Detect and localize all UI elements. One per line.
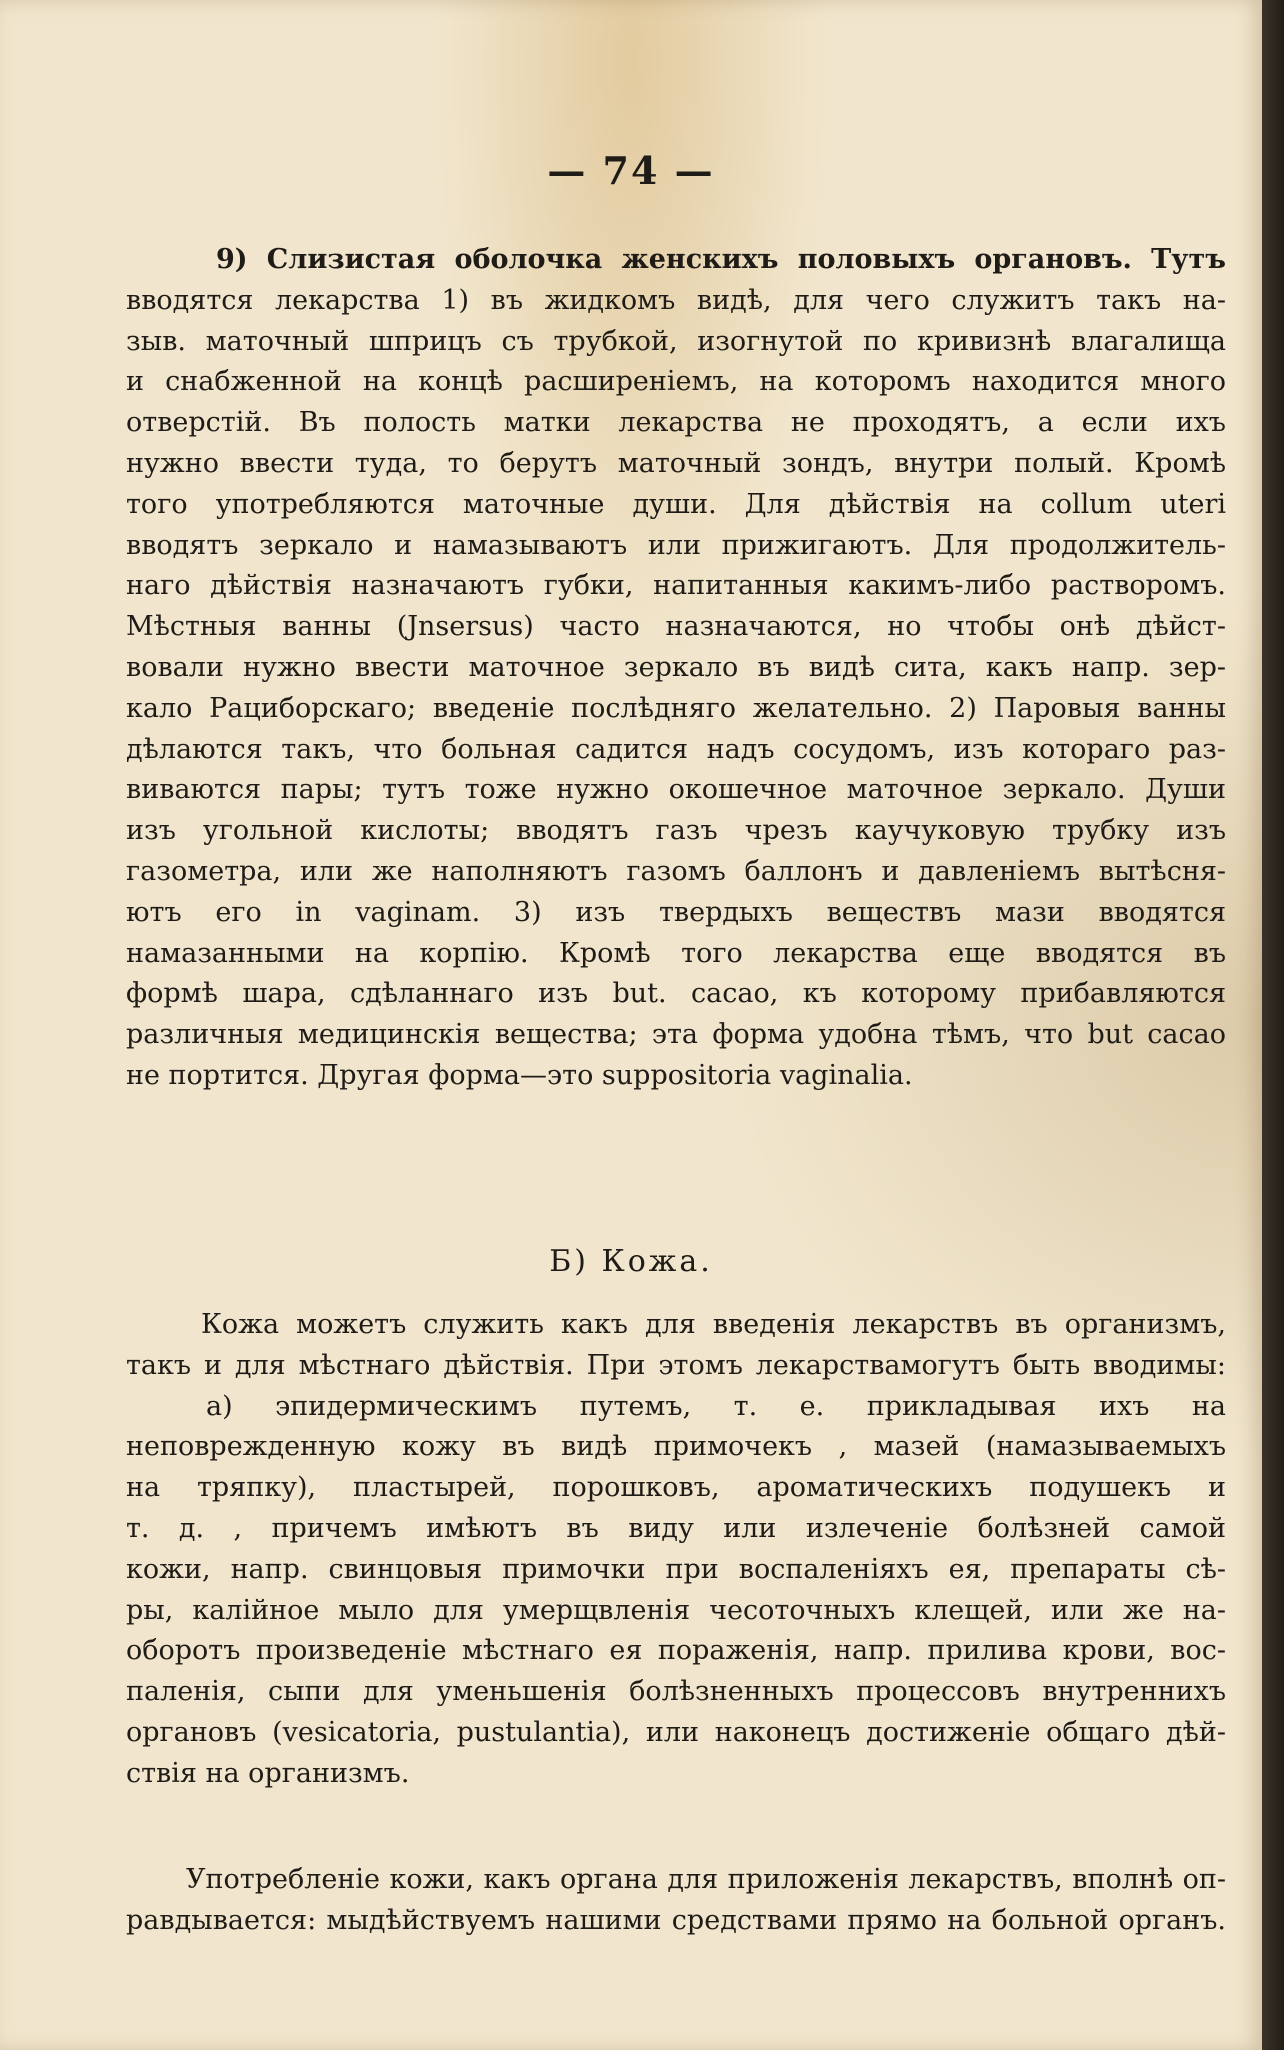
text-line: Мѣстныя ванны (Jnsersus) часто назначаются, но чтобы онѣ дѣйст- xyxy=(126,611,1226,643)
text-line: 9) Слизистая оболочка женскихъ половыхъ органовъ. Тутъ xyxy=(216,244,1226,275)
text-line: оборотъ произведеніе мѣстнаго ея пораженія, напр. прилива крови, вос- xyxy=(126,1635,1226,1667)
text-line: формѣ шара, сдѣланнаго изъ but. cacao, къ которому прибавляются xyxy=(126,978,1226,1010)
text-line: Кожа можетъ служить какъ для введенія лекарствъ въ организмъ, xyxy=(201,1309,1226,1340)
text-line: зыв. маточный шприцъ съ трубкой, изогнутой по кривизнѣ влагалища xyxy=(126,325,1226,357)
text-line: и снабженной на концѣ расширеніемъ, на которомъ находится много xyxy=(126,366,1226,398)
text-line: а) эпидермическимъ путемъ, т. е. прикладывая ихъ на xyxy=(206,1390,1226,1422)
text-line: ствія на организмъ. xyxy=(126,1757,410,1789)
text-line: т. д. , причемъ имѣютъ въ виду или излеченіе болѣзней самой xyxy=(126,1512,1226,1544)
text-line: такъ и для мѣстнаго дѣйствія. При этомъ лекарствамогутъ быть вводимы: xyxy=(126,1349,1226,1381)
text-line: на тряпку), пластырей, порошковъ, ароматическихъ подушекъ и xyxy=(126,1472,1226,1504)
text-line: намазанными на корпію. Кромѣ того лекарства еще вводятся въ xyxy=(126,937,1226,969)
section-heading: Б) Кожа. xyxy=(549,1244,713,1279)
text-line: изъ угольной кислоты; вводятъ газъ чрезъ каучуковую трубку изъ xyxy=(126,815,1226,847)
text-line: ютъ его in vaginam. 3) изъ твердыхъ веществъ мази вводятся xyxy=(126,896,1226,928)
text-line: виваются пары; тутъ тоже нужно окошечное маточное зеркало. Души xyxy=(126,774,1226,806)
text-line: вовали нужно ввести маточное зеркало въ видѣ сита, какъ напр. зер- xyxy=(126,651,1226,683)
page-number: — 74 — xyxy=(547,148,715,193)
section-skin-conclusion xyxy=(126,1860,1226,1942)
text-line: газометра, или же наполняютъ газомъ баллонъ и давленіемъ вытѣсня- xyxy=(126,855,1226,887)
section-mucous-membrane xyxy=(126,240,1226,1097)
text-line: не портится. Другая форма—это suppositoria vaginalia. xyxy=(126,1059,913,1091)
text-line: органовъ (vesicatoria, pustulantia), или наконецъ достиженіе общаго дѣй- xyxy=(126,1716,1226,1748)
text-line: того употребляются маточные души. Для дѣйствія на collum uteri xyxy=(126,488,1226,520)
text-line: нужно ввести туда, то берутъ маточный зондъ, внутри полый. Кромѣ xyxy=(126,447,1226,479)
text-line: наго дѣйствія назначаютъ губки, напитанныя какимъ-либо растворомъ. xyxy=(126,570,1226,602)
text-line: кало Рациборскаго; введеніе послѣдняго желательно. 2) Паровыя ванны xyxy=(126,692,1226,724)
text-line: отверстій. Въ полость матки лекарства не проходятъ, а если ихъ xyxy=(126,407,1226,439)
text-line: дѣлаются такъ, что больная садится надъ сосудомъ, изъ котораго раз- xyxy=(126,733,1226,765)
section-skin xyxy=(126,1305,1226,1795)
text-line: неповрежденную кожу въ видѣ примочекъ , мазей (намазываемыхъ xyxy=(126,1431,1226,1463)
text-line: вводятъ зеркало и намазываютъ или прижигаютъ. Для продолжитель- xyxy=(126,529,1226,561)
page-edge-shadow xyxy=(1262,0,1284,2050)
text-line: равдывается: мыдѣйствуемъ нашими средствами прямо на больной органъ. xyxy=(126,1904,1226,1936)
text-line: вводятся лекарства 1) въ жидкомъ видѣ, для чего служитъ такъ на- xyxy=(126,284,1226,316)
text-line: Употребленіе кожи, какъ органа для приложенія лекарствъ, вполнѣ оп- xyxy=(186,1864,1226,1895)
text-line: паленія, сыпи для уменьшенія болѣзненныхъ процессовъ внутреннихъ xyxy=(126,1676,1226,1708)
text-line: кожи, напр. свинцовыя примочки при воспаленіяхъ ея, препараты сѣ- xyxy=(126,1553,1226,1585)
text-line: различныя медицинскія вещества; эта форма удобна тѣмъ, что but cacao xyxy=(126,1019,1226,1051)
text-line: ры, калійное мыло для умерщвленія чесоточныхъ клещей, или же на- xyxy=(126,1594,1226,1626)
